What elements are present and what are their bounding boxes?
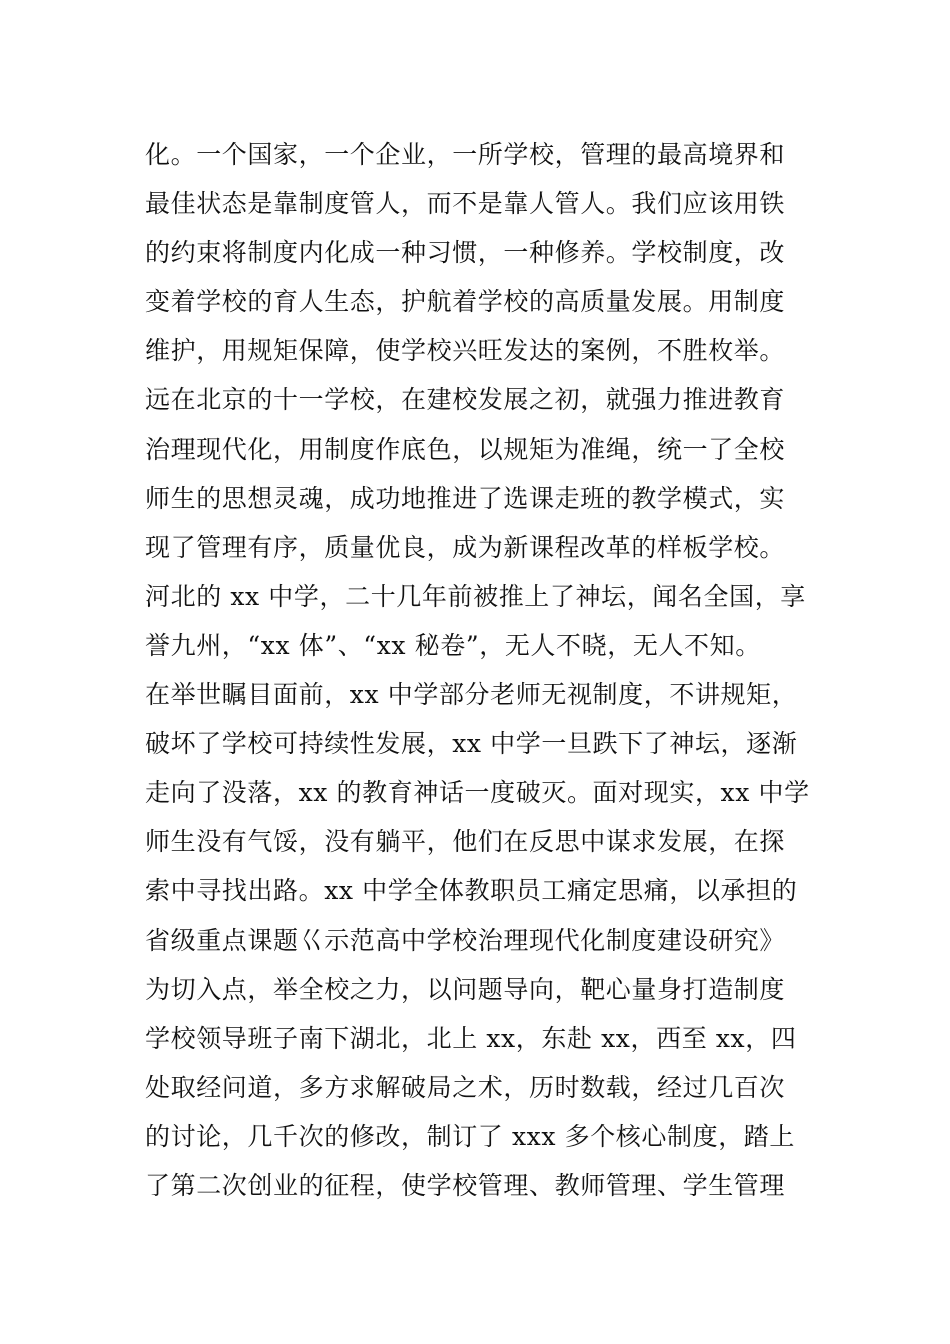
text-line: 最佳状态是靠制度管人，而不是靠人管人。我们应该用铁: [145, 189, 786, 219]
text-line: 为切入点，举全校之力，以问题导向，靶心量身打造制度: [145, 974, 786, 1004]
text-line: 师生的思想灵魂，成功地推进了选课走班的教学模式，实: [145, 483, 786, 513]
text-line: 变着学校的育人生态，护航着学校的高质量发展。用制度: [145, 287, 786, 317]
text-line: 走向了没落，xx 的教育神话一度破灭。面对现实，xx 中学: [145, 778, 810, 808]
text-line: 师生没有气馁，没有躺平，他们在反思中谋求发展，在探: [145, 827, 786, 857]
text-line: 的讨论，几千次的修改，制订了 xxx 多个核心制度，踏上: [145, 1121, 795, 1151]
text-line: 了第二次创业的征程，使学校管理、教师管理、学生管理: [145, 1170, 786, 1200]
text-line: 维护，用规矩保障，使学校兴旺发达的案例，不胜枚举。: [145, 336, 786, 366]
text-line: 破坏了学校可持续性发展，xx 中学一旦跌下了神坛，逐渐: [145, 729, 798, 759]
text-line: 省级重点课题巜示范高中学校治理现代化制度建设研究》: [145, 925, 786, 955]
text-line: 治理现代化，用制度作底色，以规矩为准绳，统一了全校: [145, 434, 786, 464]
text-line: 学校领导班子南下湖北，北上 xx，东赴 xx，西至 xx，四: [145, 1023, 797, 1053]
text-line: 化。一个国家，一个企业，一所学校，管理的最高境界和: [145, 140, 786, 169]
text-line: 誉九州，“xx 体”、“xx 秘卷”，无人不晓，无人不知。: [145, 630, 761, 660]
text-line: 索中寻找出路。xx 中学全体教职员工痛定思痛，以承担的: [145, 876, 798, 906]
text-line: 的约束将制度内化成一种习惯，一种修养。学校制度，改: [145, 238, 786, 268]
text-line: 远在北京的十一学校，在建校发展之初，就强力推进教育: [145, 385, 786, 415]
text-line: 现了管理有序，质量优良，成为新课程改革的样板学校。: [145, 532, 786, 562]
text-line: 处取经问道，多方求解破局之术，历时数载，经过几百次: [145, 1072, 786, 1102]
text-line: 在举世瞩目面前，xx 中学部分老师无视制度，不讲规矩，: [145, 680, 798, 710]
text-line: 河北的 xx 中学，二十几年前被推上了神坛，闻名全国，享: [145, 581, 806, 611]
body-text: [145, 130, 810, 1210]
